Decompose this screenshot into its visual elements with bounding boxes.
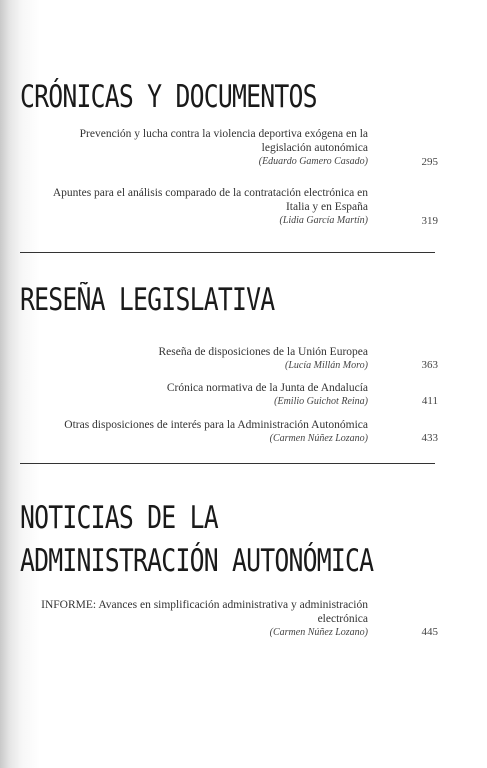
entry-page-number: 411: [421, 395, 438, 407]
toc-entry: [40, 345, 368, 372]
entry-page-number: 445: [421, 626, 438, 638]
section-title-noticias-line2: ADMINISTRACIÓN AUTONÓMICA: [20, 543, 374, 579]
entry-author: (Lidia García Martín): [279, 215, 368, 226]
toc-entry: [40, 598, 368, 639]
section-title-cronicas: CRÓNICAS Y DOCUMENTOS: [20, 79, 317, 115]
entry-author: (Lucía Millán Moro): [285, 360, 368, 371]
entry-title: Prevención y lucha contra la violencia deportiva exógena en la legislación autonómica: [79, 128, 368, 154]
entry-title: Reseña de disposiciones de la Unión Europea: [158, 346, 368, 358]
entry-author: (Carmen Núñez Lozano): [269, 433, 368, 444]
entry-title: INFORME: Avances en simplificación administrativa y administración electrónica: [41, 599, 368, 625]
entry-page-number: 363: [421, 359, 438, 371]
toc-entry: [40, 381, 368, 408]
toc-entry: [40, 127, 368, 168]
entry-page-number: 319: [421, 215, 438, 227]
entry-title: Otras disposiciones de interés para la Administración Autonómica: [64, 419, 368, 431]
toc-entry: [40, 418, 368, 445]
section-title-noticias-line1: NOTICIAS DE LA: [20, 500, 218, 536]
entry-author: (Emilio Guichot Reina): [274, 396, 368, 407]
section-divider: [20, 252, 435, 253]
section-title-resena: RESEÑA LEGISLATIVA: [20, 282, 275, 318]
section-divider: [20, 463, 435, 464]
entry-title: Apuntes para el análisis comparado de la contratación electrónica en Italia y en España: [52, 187, 368, 213]
entry-author: (Carmen Núñez Lozano): [269, 627, 368, 638]
entry-title: Crónica normativa de la Junta de Andalucía: [166, 382, 368, 394]
entry-author: (Eduardo Gamero Casado): [258, 156, 368, 167]
toc-entry: [40, 186, 368, 227]
entry-page-number: 433: [421, 432, 438, 444]
entry-page-number: 295: [421, 156, 438, 168]
